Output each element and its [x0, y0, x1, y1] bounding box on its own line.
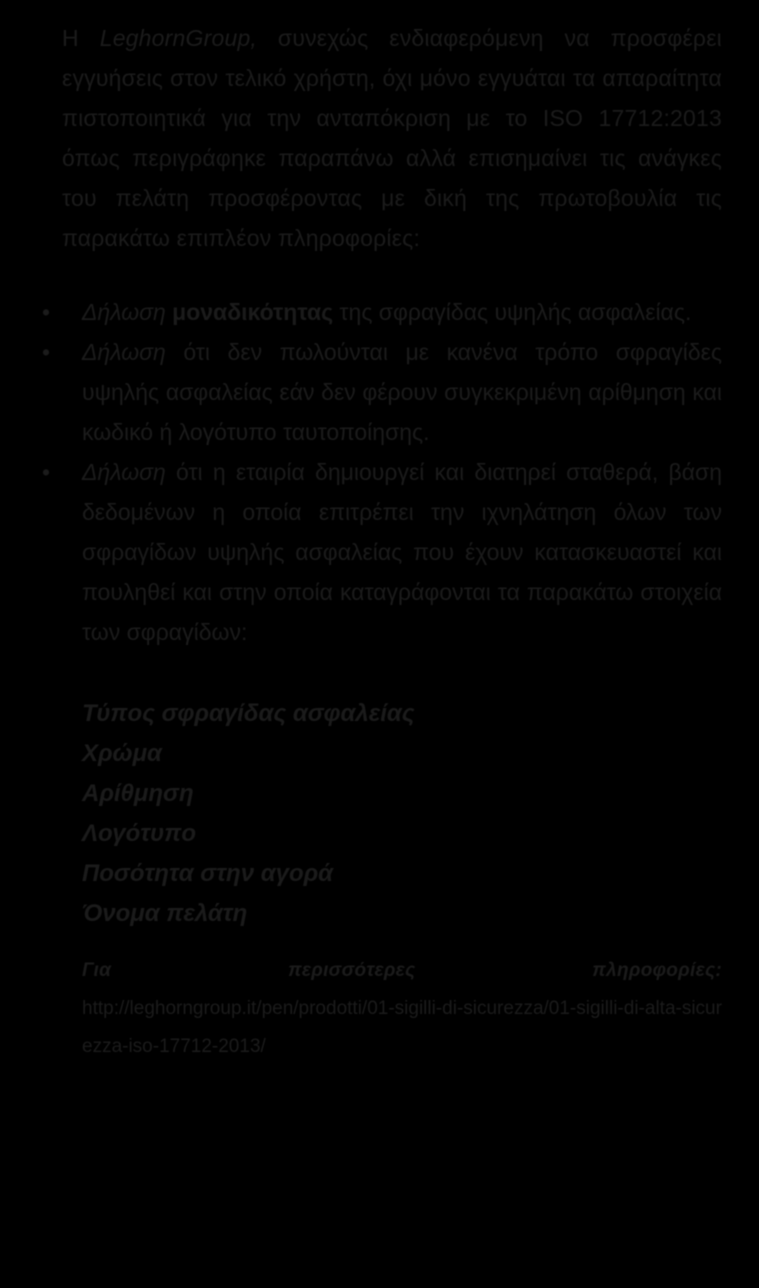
field-numbering: Αρίθμηση — [82, 780, 194, 807]
list-item — [42, 332, 722, 452]
bullet-marker: • — [42, 459, 51, 485]
intro-prefix: Η — [62, 25, 100, 51]
product-url-link[interactable]: http://leghorngroup.it/pen/prodotti/01-sigilli-di-sicurezza/01-sigilli-di-alta-sicurezza-iso-17712-2013/ — [82, 998, 722, 1057]
brand-name: LeghornGroup, — [99, 25, 258, 51]
seal-fields-list — [82, 694, 722, 934]
more-info-word-3: πληροφορίες: — [592, 960, 722, 981]
list-item — [42, 452, 722, 652]
bullet-lead: Δήλωση — [82, 299, 173, 325]
bullet-marker: • — [42, 299, 51, 325]
field-color: Χρώμα — [82, 740, 162, 767]
field-logo: Λογότυπο — [82, 820, 196, 847]
declarations-list — [42, 292, 722, 652]
field-customer-name: Όνομα πελάτη — [82, 900, 248, 927]
bullet-emphasis: μοναδικότητας — [172, 299, 334, 325]
bullet-marker: • — [42, 339, 51, 365]
intro-text: συνεχώς ενδιαφερόμενη να προσφέρει εγγυήσεις στον τελικό χρήστη, όχι μόνο εγγυάται τα απαραίτητα πιστοποιητικά για την ανταπόκριση με το ISO 17712:2013 όπως περιγράφηκε παραπάνω αλλά επισημαίνει τις ανάγκες του πελάτη προσφέροντας με δική της πρωτοβουλία τις παρακάτω επιπλέον πληροφορίες: — [62, 25, 722, 251]
more-info-word-1: Για — [82, 960, 112, 981]
list-item — [42, 292, 722, 332]
field-seal-type: Τύπος σφραγίδας ασφαλείας — [82, 700, 415, 727]
bullet-lead: Δήλωση — [82, 459, 166, 485]
bullet-text: της σφραγίδας υψηλής ασφαλείας. — [333, 299, 692, 325]
more-info-section — [82, 952, 722, 1066]
more-info-heading — [82, 952, 722, 990]
bullet-lead: Δήλωση — [82, 339, 166, 365]
document-body — [42, 18, 722, 1066]
field-market-quantity: Ποσότητα στην αγορά — [82, 860, 334, 887]
bullet-text: ότι η εταιρία δημιουργεί και διατηρεί σταθερά, βάση δεδομένων η οποία επιτρέπει την ιχνηλάτηση όλων των σφραγίδων υψηλής ασφαλείας που έχουν κατασκευαστεί και πουληθεί και στην οποία καταγράφονται τα παρακάτω στοιχεία των σφραγίδων: — [82, 459, 722, 645]
bullet-text: ότι δεν πωλούνται με κανένα τρόπο σφραγίδες υψηλής ασφαλείας εάν δεν φέρουν συγκεκριμένη αρίθμηση και κωδικό ή λογότυπο ταυτοποίησης. — [82, 339, 722, 445]
more-info-word-2: περισσότερες — [288, 960, 416, 981]
intro-paragraph — [62, 18, 722, 258]
